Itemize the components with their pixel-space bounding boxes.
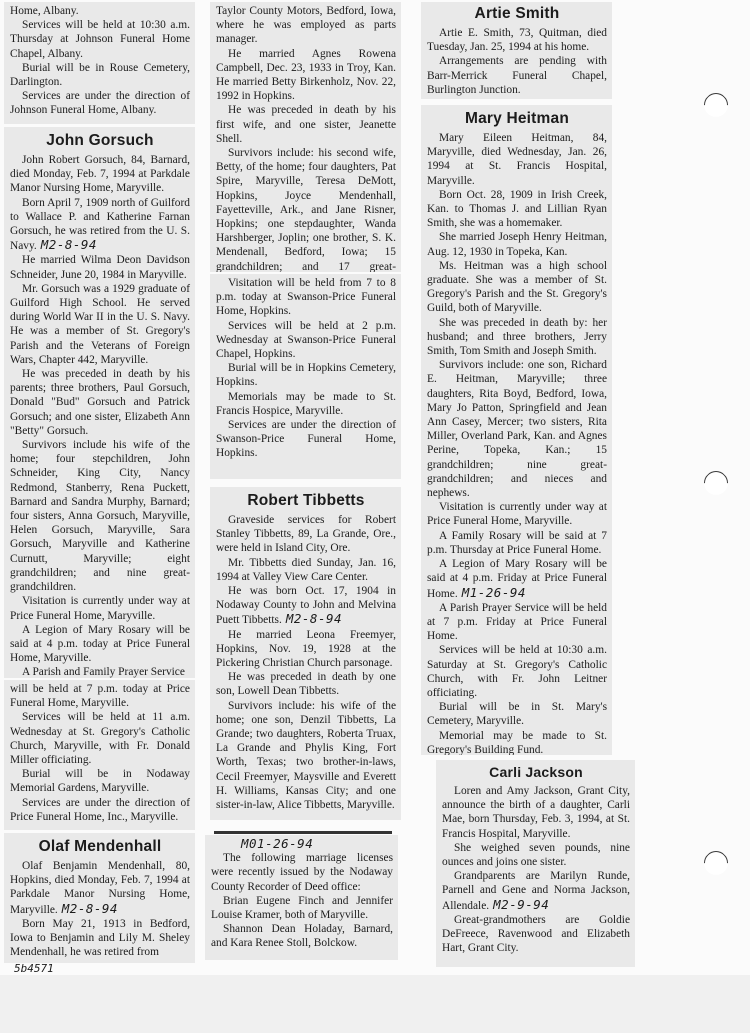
obituary-title-gorsuch: John Gorsuch	[46, 132, 154, 149]
paragraph: Visitation is currently under way at Price Funeral Home, Maryville.	[427, 501, 607, 528]
paragraph: He married Agnes Rowena Campbell, Dec. 23, 1933 in Troy, Kan. He married Betty Birkenholz, Nov. 22, 1992 in Hopkins.	[216, 47, 396, 103]
obituary-title-mendenhall: Olaf Mendenhall	[38, 838, 162, 855]
paragraph: Born May 21, 1913 in Bedford, Iowa to Benjamin and Lily M. Sheley Mendenhall, he was retired from	[10, 917, 190, 959]
paragraph: Visitation is currently under way at Price Funeral Home, Maryville.	[10, 595, 190, 622]
paragraph: Graveside services for Robert Stanley Tibbetts, 89, La Grande, Ore., were held in Island City, Ore.	[216, 514, 396, 555]
paragraph: A Legion of Mary Rosary will be said at 4 p.m. today at Price Funeral Home, Maryville.	[10, 623, 190, 665]
paragraph: Mr. Tibbetts died Sunday, Jan. 16, 1994 at Valley View Care Center.	[216, 556, 396, 583]
paragraph: The following marriage licenses were recently issued by the Nodaway County Recorder of Deed office:	[211, 852, 393, 893]
clipping-mendenhall-c	[210, 274, 401, 479]
handwritten-date: M2-8-94	[285, 611, 343, 627]
paragraph: Services are under the direction of Price Funeral Home, Inc., Maryville.	[10, 796, 190, 823]
clipping-gorsuch-a	[4, 127, 195, 678]
clipping-tibbetts	[210, 487, 401, 820]
paragraph: Memorial may be made to St. Gregory's Building Fund.	[427, 729, 607, 755]
paragraph: Great-grandmothers are Goldie DeFreece, Ravenwood and Elizabeth Hart, Grant City.	[442, 913, 630, 955]
paragraph: She was preceded in death by: her husband; and three brothers, Jerry Smith, Tom Smith and Joseph Smith.	[427, 316, 607, 358]
scanner-bed	[0, 975, 750, 1033]
paragraph: He married Leona Freemyer, Hopkins, Nov. 19, 1928 at the Pickering Christian Church parsonage.	[216, 628, 396, 670]
paragraph: He was preceded in death by one son, Lowell Dean Tibbetts.	[216, 671, 396, 698]
paragraph: Services will be held at 2 p.m. Wednesday at Swanson-Price Funeral Chapel, Hopkins.	[216, 319, 396, 361]
paragraph-text: Olaf Benjamin Mendenhall, 80, Hopkins, died Monday, Feb. 7, 1994 at Parkdale Manor Nursing Home, Maryville.	[10, 860, 190, 916]
paragraph: Taylor County Motors, Bedford, Iowa, where he was employed as parts manager.	[216, 5, 396, 46]
paragraph: John Robert Gorsuch, 84, Barnard, died Monday, Feb. 7, 1994 at Parkdale Manor Nursing Home, Maryville.	[10, 154, 190, 195]
clipping-mendenhall-b	[210, 2, 401, 272]
paragraph	[442, 869, 630, 913]
paragraph: Services will be held at 11 a.m. Wednesday at St. Gregory's Catholic Church, Maryville, with Fr. Donald Miller officiating.	[10, 711, 190, 767]
paragraph: Mr. Gorsuch was a 1929 graduate of Guilford High School. He served during World War II in the U. S. Navy. He was a member of St. Gregory's Parish and the Veterans of Foreign Wars, Chapter 442, Maryville.	[10, 282, 190, 366]
paragraph: Burial will be in St. Mary's Cemetery, Maryville.	[427, 701, 607, 728]
paragraph: Mary Eileen Heitman, 84, Maryville, died Wednesday, Jan. 26, 1994 at St. Francis Hospital, Maryville.	[427, 132, 607, 187]
paragraph	[427, 557, 607, 601]
top-clip-line: Burial will be in Rouse Cemetery, Darlington.	[10, 61, 190, 89]
clipping-col1-top	[4, 2, 195, 124]
handwritten-date: M2-8-94	[40, 237, 97, 253]
paragraph: She married Joseph Henry Heitman, Aug. 12, 1930 in Topeka, Kan.	[427, 231, 607, 258]
obituary-title-tibbetts: Robert Tibbetts	[247, 492, 365, 509]
paragraph: Services will be held at 10:30 a.m. Saturday at St. Gregory's Catholic Church, with Fr. John Leitner officiating.	[427, 644, 607, 699]
clipping-mendenhall-a	[4, 833, 195, 963]
paragraph-text: Grandparents are Marilyn Runde, Parnell and Gene and Norma Jackson, Allendale.	[442, 870, 630, 912]
paragraph: Ms. Heitman was a high school graduate. She was a member of St. Gregory's Parish and the St. Gregory's Guild, both of Maryville.	[427, 259, 607, 315]
top-clip-line: Services are under the direction of Johnson Funeral Home, Albany.	[10, 90, 190, 117]
paragraph: Survivors include his wife of the home; four stepchildren, John Schneider, King City, Nancy Redmond, Stanberry, Rena Puckett, Barnard and Sandra Murphy, Barnard; four sisters, Anna Gorsuch, Maryville, Helen Gorsuch, Maryville, Sara Gorsuch, Maryville and Katherine Curnutt, Maryville; eight grandchildren; and nine great-grandchildren.	[10, 439, 190, 594]
paragraph: He married Wilma Deon Davidson Schneider, June 20, 1984 in Maryville.	[10, 254, 190, 281]
handwritten-date: M2-9-94	[493, 896, 550, 912]
paragraph: Survivors include: his second wife, Betty, of the home; four daughters, Pat Spire, Maryville, Teresa DeMott, Hopkins, Joyce Mendenhall, Fayetteville, Ark., and Jane Risner, Hopkins; one stepdaughter, Wanda Harshberger, Joplin; one brother, S. K. Mendenall, Bedford, Iowa; 15 grandchildren; and 17 great-	[216, 147, 396, 272]
paragraph	[10, 859, 190, 917]
paragraph: Burial will be in Nodaway Memorial Gardens, Maryville.	[10, 768, 190, 795]
paragraph-text: Born April 7, 1909 north of Guilford to Wallace P. and Katherine Farnan Gorsuch, he was retired from the U. S. Navy.	[10, 196, 190, 253]
handwritten-date: M2-8-94	[61, 900, 118, 916]
top-clip-line: Services will be held at 10:30 a.m. Thursday at Johnson Funeral Home Chapel, Albany.	[10, 19, 190, 60]
paragraph: Burial will be in Hopkins Cemetery, Hopkins.	[216, 362, 396, 389]
clipping-jackson	[436, 760, 635, 967]
paragraph: Loren and Amy Jackson, Grant City, announce the birth of a daughter, Carli Mae, born Thursday, Feb. 3, 1994, at St. Francis Hospital, Maryville.	[442, 785, 630, 840]
paragraph: Survivors include: his wife of the home; one son, Denzil Tibbetts, La Grande; two daughters, Roberta Truax, La Grande and Phylis King, Fort Worth, Texas; two brother-in-laws, Cecil Freemyer, Maysville and Everett H. Williams, Kansas City; and one sister-in-law, Alice Tibbetts, Maryville.	[216, 699, 396, 812]
handwritten-date: M1-26-94	[461, 584, 526, 600]
paragraph: Arrangements are pending with Barr-Merrick Funeral Chapel, Burlington Junction.	[427, 55, 607, 96]
paragraph: Brian Eugene Finch and Jennifer Louise Kramer, both of Maryville.	[211, 894, 393, 922]
obituary-title-smith: Artie Smith	[474, 5, 560, 22]
paragraph: She weighed seven pounds, nine ounces and joins one sister.	[442, 841, 630, 869]
paragraph: He was preceded in death by his first wife, and one sister, Jeanette Shell.	[216, 104, 396, 145]
clipping-gorsuch-b	[4, 680, 195, 830]
paragraph-text: A Legion of Mary Rosary will be said at 4 p.m. Friday at Price Funeral Home.	[427, 558, 607, 600]
birth-title-jackson: Carli Jackson	[489, 764, 583, 780]
paragraph: Born Oct. 28, 1909 in Irish Creek, Kan. to Thomas J. and Lillian Ryan Smith, she was a homemaker.	[427, 188, 607, 230]
paragraph: Artie E. Smith, 73, Quitman, died Tuesday, Jan. 25, 1994 at his home.	[427, 27, 607, 54]
paragraph: A Parish and Family Prayer Service	[22, 666, 185, 678]
paragraph: Visitation will be held from 7 to 8 p.m. today at Swanson-Price Funeral Home, Hopkins.	[216, 277, 396, 318]
paragraph	[10, 196, 190, 254]
paragraph: Shannon Dean Holaday, Barnard, and Kara Renee Stoll, Bolckow.	[211, 923, 393, 950]
handwritten-code: 5b4571	[14, 962, 54, 975]
paragraph: will be held at 7 p.m. today at Price Funeral Home, Maryville.	[10, 683, 190, 710]
clipping-smith	[421, 2, 612, 99]
paragraph-text: He was born Oct. 17, 1904 in Nodaway County to John and Melvina Puett Tibbetts.	[216, 585, 396, 627]
clipping-heitman	[421, 105, 612, 755]
top-clip-line: Home, Albany.	[10, 5, 79, 17]
paragraph: A Parish Prayer Service will be held at 7 p.m. Friday at Price Funeral Home.	[427, 601, 607, 643]
paragraph: Survivors include: one son, Richard E. Heitman, Maryville; three daughters, Rita Boyd, Bedford, Iowa, Mary Jo Patton, Springfield and Jean Ann Casey, Mercer; two sisters, Rita Miller, Overland Park, Kan. and Agnes Perine, Topeka, Kan.; 15 grandchildren; nine great-grandchildren; and nieces and nephews.	[427, 359, 607, 500]
paragraph	[216, 584, 396, 628]
handwritten-date: M01-26-94	[241, 836, 314, 851]
divider-rule	[214, 831, 392, 834]
paragraph: A Family Rosary will be said at 7 p.m. Thursday at Price Funeral Home.	[427, 529, 607, 556]
paragraph: Memorials may be made to St. Francis Hospice, Maryville.	[216, 390, 396, 417]
paragraph: Services are under the direction of Swanson-Price Funeral Home, Hopkins.	[216, 419, 396, 460]
paragraph: He was preceded in death by his parents; three brothers, Paul Gorsuch, Donald "Bud" Gorsuch and Patrick Gorsuch; and one sister, Elizabeth Ann "Betty" Gorsuch.	[10, 368, 190, 437]
obituary-title-heitman: Mary Heitman	[464, 110, 570, 127]
clipping-marriage-licenses	[205, 835, 398, 960]
